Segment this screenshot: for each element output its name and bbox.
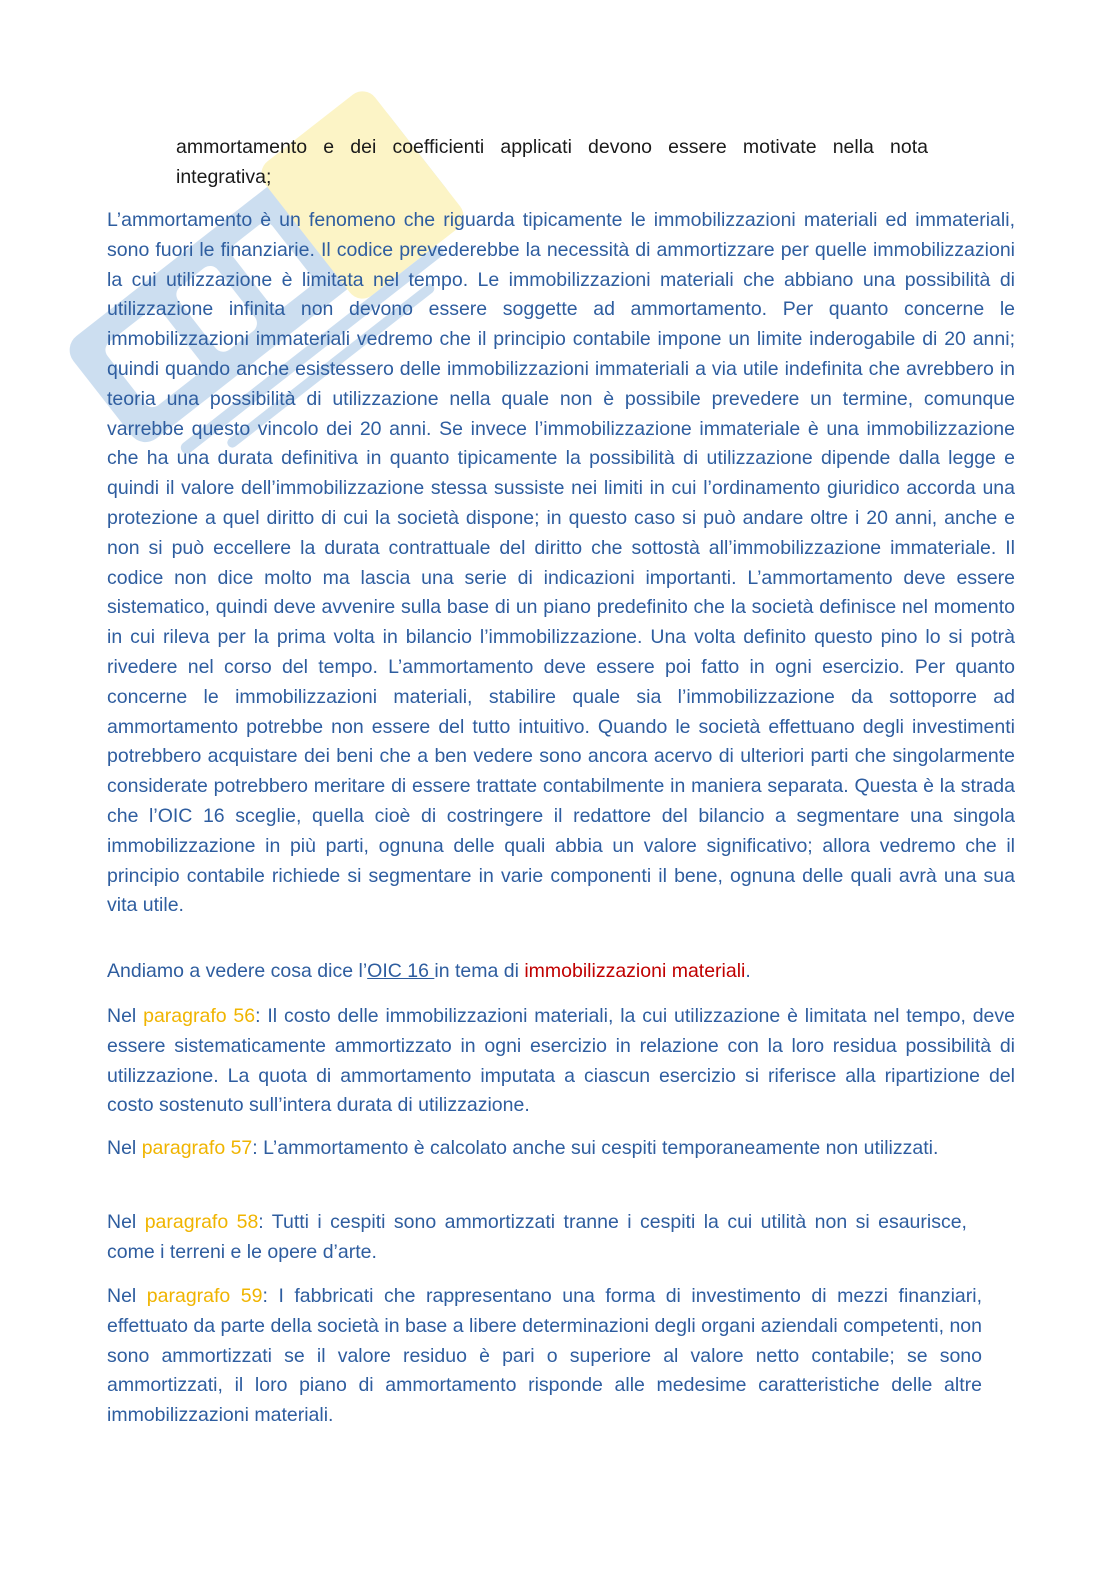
paragraph-label: paragrafo 59 xyxy=(146,1285,263,1307)
paragraph-59 xyxy=(107,1282,982,1431)
oic-suffix: . xyxy=(745,960,751,982)
intro-paragraph: ammortamento e dei coefficienti applicati devono essere motivate nella nota integrativa; xyxy=(176,136,928,188)
paragraph-56 xyxy=(107,1002,1015,1121)
paragraph-label: paragrafo 56 xyxy=(143,1005,256,1027)
oic-intro-paragraph xyxy=(107,957,1015,987)
paragraph-text: : Il costo delle immobilizzazioni materiali, la cui utilizzazione è limitata nel tempo, deve essere sistematicamente ammortizzato in ogni esercizio in relazione con la loro residua possibilità di utilizzazione. La quota di ammortamento imputata a ciascun esercizio si riferisce alla ripartizione del costo sostenuto sull’intera durata di utilizzazione. xyxy=(107,1005,1015,1117)
paragraph-nel: Nel xyxy=(107,1005,144,1027)
paragraph-label: paragrafo 57 xyxy=(141,1137,253,1159)
oic-prefix: Andiamo a vedere cosa dice l’ xyxy=(107,960,368,982)
paragraph-58 xyxy=(107,1208,967,1268)
paragraph-57 xyxy=(107,1134,967,1164)
paragraph-nel: Nel xyxy=(107,1211,145,1233)
paragraph-text: : Tutti i cespiti sono ammortizzati tranne i cespiti la cui utilità non si esaurisce, come i terreni e le opere d’arte. xyxy=(107,1211,967,1263)
paragraph-nel: Nel xyxy=(107,1137,142,1159)
paragraph-text: : I fabbricati che rappresentano una forma di investimento di mezzi finanziari, effettuato da parte della società in base a libere determinazioni degli organi aziendali competenti, non sono ammortizzati se il valore residuo è pari o superiore al valore netto contabile; se sono ammortizzati, il loro piano di ammortamento risponde alle medesime caratteristiche delle altre immobilizzazioni materiali. xyxy=(107,1285,982,1427)
paragraph-nel: Nel xyxy=(107,1285,147,1307)
oic-middle: in tema di xyxy=(434,960,525,982)
oic-highlight: immobilizzazioni materiali xyxy=(524,960,746,982)
main-paragraph: L’ammortamento è un fenomeno che riguarda tipicamente le immobilizzazioni materiali ed immateriali, sono fuori le finanziarie. Il codice prevederebbe la necessità di ammortizzare per quelle immobilizzazioni la cui utilizzazione è limitata nel tempo. Le immobilizzazioni materiali che abbiano una possibilità di utilizzazione infinita non devono essere soggette ad ammortamento. Per quanto concerne le immobilizzazioni immateriali vedremo che il principio contabile impone un limite inderogabile di 20 anni; quindi quando anche esistessero delle immobilizzazioni immateriali a via utile indefinita che avrebbero in teoria una possibilità di utilizzazione nella quale non è possibile prevedere un termine, comunque varrebbe questo vincolo dei 20 anni. Se invece l’immobilizzazione immateriale è una immobilizzazione che ha una durata definitiva in quanto tipicamente la possibilità di utilizzazione dipende dalla legge e quindi il valore dell’immobilizzazione stessa sussiste nei limiti in cui l’ordinamento giuridico accorda una protezione a quel diritto di cui la società dispone; in questo caso si può andare oltre i 20 anni, anche e non si può eccellere la durata contrattuale del diritto che sottostà all’immobilizzazione immateriale. Il codice non dice molto ma lascia una serie di indicazioni importanti. L’ammortamento deve essere sistematico, quindi deve avvenire sulla base di un piano predefinito che la società definisce nel momento in cui rileva per la prima volta in bilancio l’immobilizzazione. Una volta definito questo pino lo si potrà rivedere nel corso del tempo. L’ammortamento deve essere poi fatto in ogni esercizio. Per quanto concerne le immobilizzazioni materiali, stabilire quale sia l’immobilizzazione da sottoporre ad ammortamento potrebbe non essere del tutto intuitivo. Quando le società effettuano degli investimenti potrebbero acquistare dei beni che a ben vedere sono ancora acervo di ulteriori parti che singolarmente considerate potrebbero meritare di essere trattate contabilmente in maniera separata. Questa è la strada che l’OIC 16 sceglie, quella cioè di costringere il redattore del bilancio a segmentare una singola immobilizzazione in più parti, ognuna delle quali abbia un valore significativo; allora vedremo che il principio contabile richiede si segmentare in varie componenti il bene, ognuna delle quali avrà una sua vita utile. xyxy=(107,209,1015,917)
paragraph-label: paragrafo 58 xyxy=(144,1211,259,1233)
paragraph-text: : L’ammortamento è calcolato anche sui cespiti temporaneamente non utilizzati. xyxy=(252,1137,939,1159)
oic-16-link[interactable]: OIC 16 xyxy=(367,960,435,982)
